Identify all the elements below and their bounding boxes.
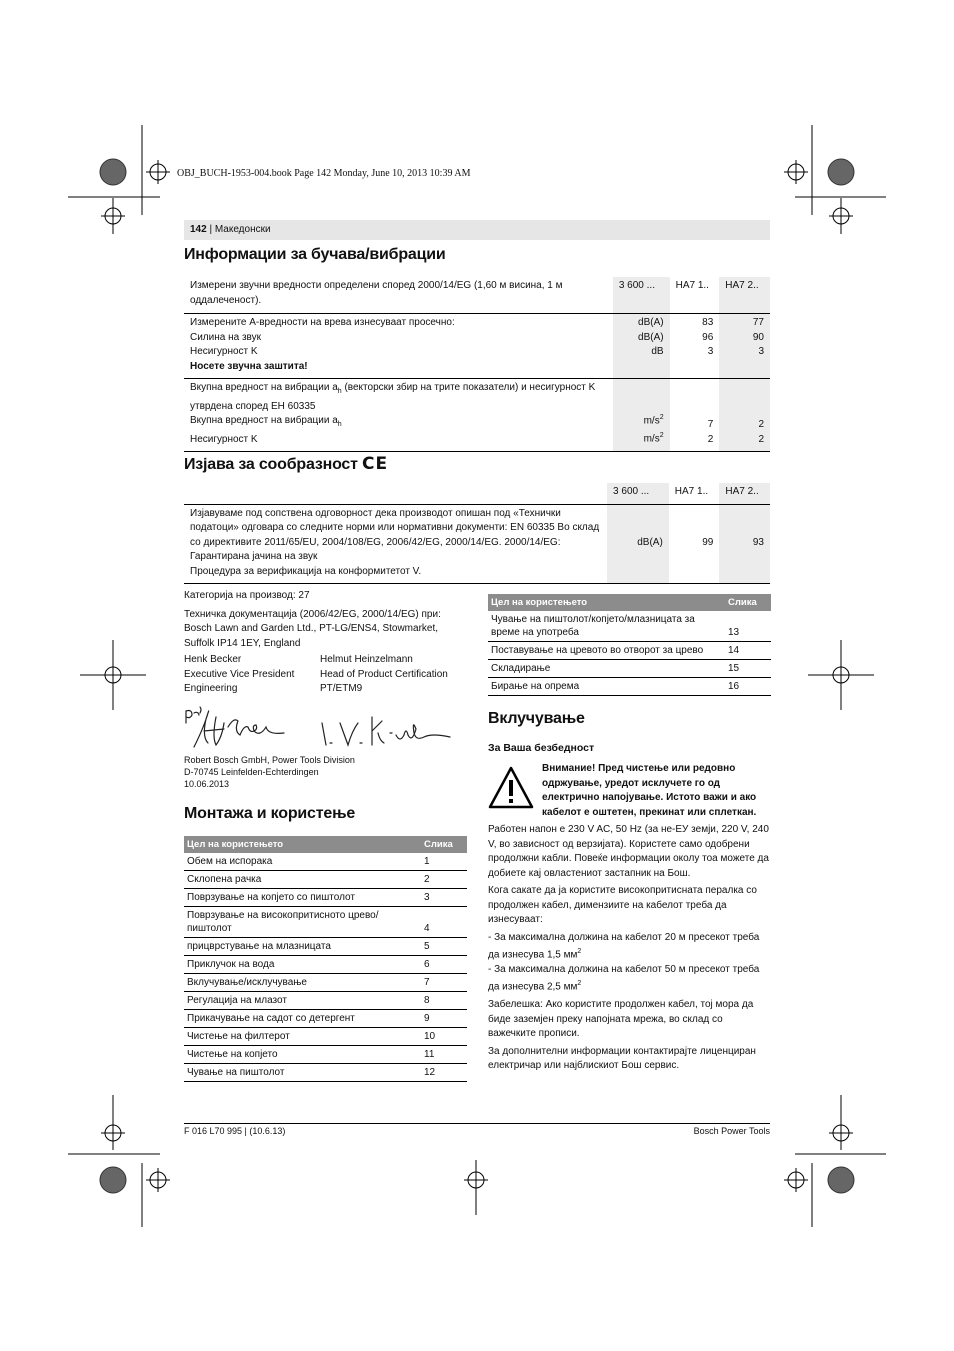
safety-warning-text: Внимание! Пред чистење или редовно одржување, уредот исклучете го од електрично напојување. Истото важи и ако кабелот е оштетен, прекинат или сплеткан. <box>542 763 757 818</box>
warning-triangle-icon <box>488 765 534 811</box>
unit: dB <box>651 346 664 357</box>
row-purpose: Поврзување на високопритисното црево/пиштолот <box>184 907 421 938</box>
value: 96 <box>702 331 714 343</box>
unit: dB(A) <box>638 317 664 328</box>
row-figure: 10 <box>421 1028 467 1046</box>
table-row <box>184 956 467 974</box>
col-header-3600: 3 600 ... <box>607 483 669 504</box>
signatory-1 <box>184 653 314 697</box>
text: Вкупна вредност на вибрации a <box>190 415 338 426</box>
vib-label-total <box>190 381 607 414</box>
signatory-name: Helmut Heinzelmann <box>320 654 413 665</box>
vib-label-uncertainty: Несигурност K <box>190 433 258 445</box>
text: m/s <box>643 433 660 445</box>
row-purpose: Чување на пиштолот <box>184 1064 421 1082</box>
text: 2 <box>577 980 582 988</box>
value: 83 <box>702 317 714 328</box>
noise-head-text: Измерени звучни вредности определени според 2000/14/EG (1,60 м висина, 1 м оддалеченост). <box>190 280 563 306</box>
usage-table <box>488 594 771 696</box>
company-name: Robert Bosch GmbH, Power Tools Division <box>184 755 355 765</box>
table-row <box>488 678 771 696</box>
conformity-head-empty <box>184 483 607 504</box>
unit: dB(A) <box>638 331 664 343</box>
table-row <box>488 611 771 642</box>
row-figure: 6 <box>421 956 467 974</box>
text: h <box>337 388 342 395</box>
table-row <box>184 992 467 1010</box>
value: 3 <box>758 346 764 357</box>
row-figure: 5 <box>421 938 467 956</box>
table-row <box>184 871 467 889</box>
title-text: Изјава за сообразност <box>184 456 358 473</box>
value: 3 <box>707 346 714 357</box>
value: 2 <box>707 433 714 445</box>
col-header-figure: Слика <box>725 594 771 611</box>
text: - За максимална должина на кабелот 50 м пресекот треба да изнесува 2,5 мм <box>488 963 760 993</box>
noise-label-protection: Носете звучна заштита! <box>190 360 308 372</box>
paragraph-voltage: Работен напон е 230 V AC, 50 Hz (за не-ЕУ земји, 220 V, 240 V, во зависност од верзијата). Користете само одобрени продолжни кабли. Повеќе информации околу тоа можете да добиете кај овластениот застапник на Бош. <box>488 824 769 879</box>
row-figure: 2 <box>421 871 467 889</box>
row-figure: 8 <box>421 992 467 1010</box>
conformity-procedure: Процедура за верификација на конформитетот V. <box>190 565 422 577</box>
value-ha71: 99 <box>702 536 714 548</box>
section-title-startup: Вклучување <box>488 710 585 727</box>
ce-mark-icon: CE <box>362 454 389 474</box>
col-header-ha71: HA7 1.. <box>675 280 709 291</box>
table-row <box>184 1046 467 1064</box>
table-row <box>184 853 467 871</box>
row-figure: 9 <box>421 1010 467 1028</box>
value: 90 <box>752 331 764 343</box>
signatures-image <box>182 703 472 753</box>
unit <box>619 429 664 447</box>
vib-units <box>613 379 670 452</box>
row-purpose: Приклучок на вода <box>184 956 421 974</box>
noise-label-uncertainty: Несигурност K <box>190 346 258 357</box>
declaration-block <box>184 589 469 651</box>
col-header-purpose: Цел на користењето <box>184 836 421 853</box>
vib-labels <box>184 379 613 452</box>
bullet-20m <box>488 931 770 963</box>
noise-label-power: Силина на звук <box>190 331 262 343</box>
row-figure: 4 <box>421 907 467 938</box>
table-row <box>184 1028 467 1046</box>
text: 2 <box>659 432 664 440</box>
noise-units <box>613 314 670 379</box>
bullet-50m <box>488 963 770 995</box>
table-row <box>184 1010 467 1028</box>
row-purpose: Регулација на млазот <box>184 992 421 1010</box>
text: 2 <box>659 414 664 422</box>
value: 2 <box>758 433 764 445</box>
declaration-date: 10.06.2013 <box>184 779 230 789</box>
row-purpose: Вклучување/исклучување <box>184 974 421 992</box>
row-figure: 7 <box>421 974 467 992</box>
row-purpose: Склопена рачка <box>184 871 421 889</box>
row-figure: 16 <box>725 678 771 696</box>
section-title-assembly: Монтажа и користење <box>184 805 356 822</box>
row-figure: 13 <box>725 611 771 642</box>
row-purpose: Чистење на филтерот <box>184 1028 421 1046</box>
unit <box>619 411 664 429</box>
text: h <box>337 421 342 428</box>
vib-label-total-2 <box>190 414 607 433</box>
col-header-figure: Слика <box>421 836 467 853</box>
table-row <box>184 1064 467 1082</box>
col-header-purpose: Цел на користењето <box>488 594 725 611</box>
value: 2 <box>758 419 764 430</box>
text: 2 <box>577 948 582 955</box>
footer-right: Bosch Power Tools <box>693 1126 770 1136</box>
text: m/s <box>643 415 660 427</box>
noise-labels <box>184 314 613 379</box>
row-purpose: Поставување на цревото во отворот за црево <box>488 642 725 660</box>
company-city: D-70745 Leinfelden-Echterdingen <box>184 767 319 777</box>
table-row <box>488 660 771 678</box>
value-ha72: 93 <box>719 504 770 584</box>
company-address <box>184 754 355 790</box>
row-figure: 11 <box>421 1046 467 1064</box>
noise-table <box>184 277 770 452</box>
footer-left: F 016 L70 995 | (10.6.13) <box>184 1126 286 1136</box>
row-purpose: Поврзување на копјето со пиштолот <box>184 889 421 907</box>
col-header-ha72: HA7 2.. <box>719 483 770 504</box>
page-number: 142 <box>190 224 207 235</box>
signatory-2 <box>320 653 470 697</box>
row-figure: 14 <box>725 642 771 660</box>
row-purpose: Чистење на копјето <box>184 1046 421 1064</box>
table-row <box>488 642 771 660</box>
row-purpose: Складирање <box>488 660 725 678</box>
signatory-title: Executive Vice President Engineering <box>184 668 295 694</box>
paragraph-contact: За дополнителни информации контактирајте лиценциран електричар или најблискиот Бош сервис. <box>488 1045 756 1072</box>
row-purpose: прицврстување на млазницата <box>184 938 421 956</box>
product-category: Категорија на производ: 27 <box>184 590 310 601</box>
table-row <box>184 889 467 907</box>
row-figure: 3 <box>421 889 467 907</box>
text: Вкупна вредност на вибрации a <box>190 382 338 393</box>
safety-subtitle: За Ваша безбедност <box>488 742 595 754</box>
row-purpose: Обем на испорака <box>184 853 421 871</box>
startup-body <box>488 823 770 1074</box>
value: 77 <box>752 317 764 328</box>
noise-values-ha72 <box>719 314 770 379</box>
noise-label-avg: Измерените А-вредности на врева изнесуваат просечно: <box>190 317 455 328</box>
table-row <box>184 974 467 992</box>
section-title-noise: Информации за бучава/вибрации <box>184 246 446 263</box>
paragraph-note: Забелешка: Ако користите продолжен кабел, тој мора да биде заземјен преку напојната мрежа, во склад со важечките прописи. <box>488 999 754 1040</box>
table-row <box>184 938 467 956</box>
row-figure: 12 <box>421 1064 467 1082</box>
row-figure: 1 <box>421 853 467 871</box>
page-language: Македонски <box>214 224 271 235</box>
noise-values-ha71 <box>670 314 720 379</box>
row-figure: 15 <box>725 660 771 678</box>
text: - За максимална должина на кабелот 20 м пресекот треба да изнесува 1,5 мм <box>488 931 760 961</box>
section-title-conformity <box>184 454 388 474</box>
paragraph-extension: Кога сакате да ја користите високопритисната пералка со продолжен кабел, димензиите на кабелот треба да изнесуваат: <box>488 885 757 925</box>
vib-values-ha72 <box>719 379 770 452</box>
table-row <box>184 907 467 938</box>
col-header-3600: 3 600 ... <box>613 277 670 314</box>
unit: dB(A) <box>607 504 669 584</box>
row-purpose: Прикачување на садот со детергент <box>184 1010 421 1028</box>
text: (векторски збир на трите показатели) и несигурност K утврдена според EН 60335 <box>190 382 596 412</box>
file-header: OBJ_BUCH-1953-004.book Page 142 Monday, June 10, 2013 10:39 AM <box>177 168 471 179</box>
page-bar: 142 | Македонски <box>184 220 770 240</box>
assembly-table <box>184 836 467 1082</box>
col-header-ha71: HA7 1.. <box>674 486 709 497</box>
row-purpose: Бирање на опрема <box>488 678 725 696</box>
vib-values-ha71 <box>670 379 720 452</box>
col-header-ha72: HA7 2.. <box>719 277 770 314</box>
footer-rule <box>184 1123 770 1124</box>
signatory-title: Head of Product Certification PT/ETM9 <box>320 668 448 694</box>
signatory-name: Henk Becker <box>184 654 242 665</box>
value: 7 <box>707 419 714 430</box>
conformity-statement: Изјавуваме под сопствена одговорност дека производот опишан под «Технички податоци» одговара со следните норми или нормативни документи: EN 60335 Во склад со директивите 2011/65/EU, 2004/108/EG, 2006/42/EG, 2000/14/EG. 2000/14/EG: Гарантирана јачина на звук <box>190 507 600 562</box>
conformity-text <box>184 504 607 584</box>
conformity-table <box>184 483 770 584</box>
row-purpose: Чување на пиштолот/копјето/млазницата за време на употреба <box>488 611 725 642</box>
tech-documentation: Техничка документација (2006/42/EG, 2000/14/EG) при: Bosch Lawn and Garden Ltd., PT-LG/ENS4, Stowmarket, Suffolk IP14 1EY, England <box>184 608 441 649</box>
